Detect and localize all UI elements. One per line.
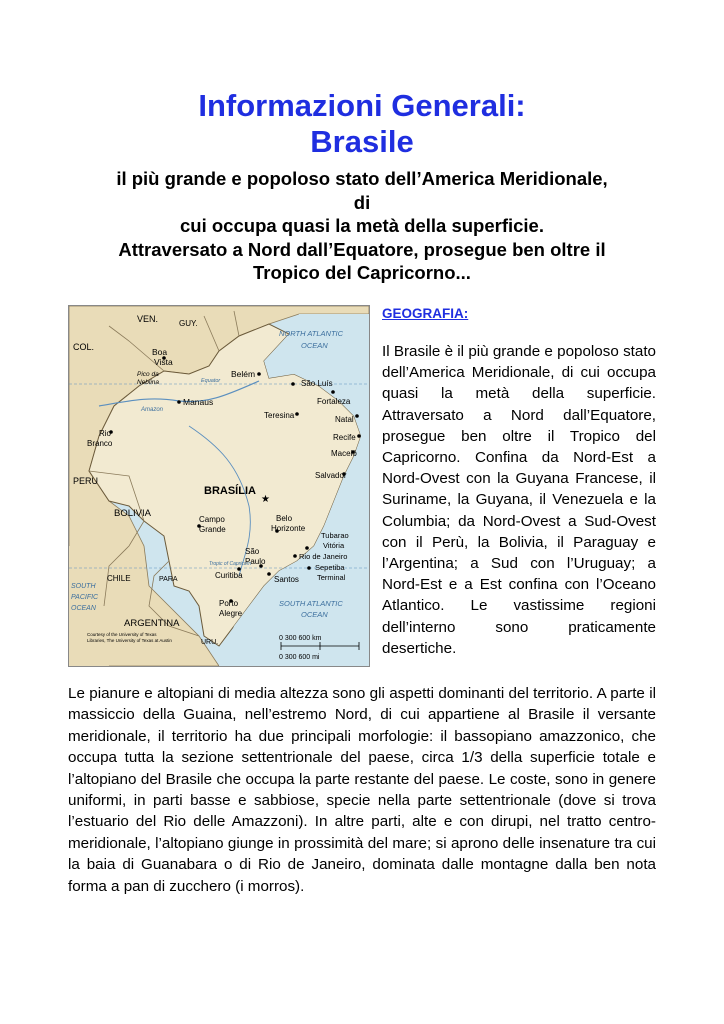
label-belem: Belém bbox=[231, 369, 256, 379]
label-pico-2: Neblina bbox=[137, 379, 160, 386]
label-rio-de-janeiro: Rio de Janeiro bbox=[299, 552, 348, 561]
label-capital: BRASÍLIA bbox=[204, 485, 256, 497]
label-porto-alegre-2: Alegre bbox=[219, 609, 243, 618]
label-south-atlantic-1: SOUTH ATLANTIC bbox=[279, 599, 343, 608]
label-sao-paulo-2: Paulo bbox=[245, 557, 266, 566]
label-uru: URU. bbox=[201, 639, 219, 646]
label-sepetiba-2: Terminal bbox=[317, 573, 346, 582]
scale-km: 0 300 600 km bbox=[279, 635, 322, 642]
label-south-pacific-1: SOUTH bbox=[71, 583, 96, 590]
label-para: PARA bbox=[159, 576, 178, 583]
label-col: COL. bbox=[73, 342, 95, 352]
map-credit-1: Courtesy of the University of Texas bbox=[87, 632, 157, 637]
label-belo-horizonte-2: Horizonte bbox=[271, 524, 306, 533]
label-manaus: Manaus bbox=[183, 397, 214, 407]
label-porto-alegre-1: Porto bbox=[219, 599, 239, 608]
label-tropic: Tropic of Capricorn bbox=[209, 561, 252, 567]
subtitle-line-3: cui occupa quasi la metà della superficie. bbox=[180, 215, 544, 236]
label-rio-branco-2: Branco bbox=[87, 439, 113, 448]
label-south-atlantic-2: OCEAN bbox=[301, 610, 328, 619]
subtitle-line-5: Tropico del Capricorno... bbox=[253, 262, 471, 283]
page-subtitle bbox=[40, 167, 684, 285]
label-rio-branco-1: Rio bbox=[99, 429, 112, 438]
label-natal: Natal bbox=[335, 415, 354, 424]
label-chile: CHILE bbox=[107, 574, 131, 583]
brazil-map-graphic bbox=[69, 306, 369, 666]
label-amazon: Amazon bbox=[141, 407, 164, 413]
geografia-heading: GEOGRAFIA: bbox=[382, 306, 469, 321]
body-paragraph: Le pianure e altopiani di media altezza sono gli aspetti dominanti del territorio. A parte il massiccio della Guaina, nell’estremo Nord, di cui appartiene al Brasile il versante meridionale, il territorio ha due principali morfologie: il bassopiano amazzonico, che occupa tutta la sezione settentrionale del paese, circa 1/3 della superficie totale e l’altopiano del Brasile che occupa la parte restante del paese. Le coste, sono in genere uniformi, in parti basse e sabbiose, specie nella parte settentrionale (dove si trova l’estuario del Rio delle Amazzoni). In altre parti, alte e con dirupi, nel tratto centro-meridionale, l’altopiano giunge in prossimità del mare; si aprono delle insenature tra cui la baia di Guanabara o di Rio de Janeiro, dominata dalle montagne dalla ben nota forma a pan di zucchero (i morros). bbox=[68, 685, 656, 895]
label-sao-paulo-1: São bbox=[245, 547, 260, 556]
subtitle-line-1: il più grande e popoloso stato dell’America Meridionale, bbox=[116, 168, 608, 189]
capital-star-icon: ★ bbox=[261, 494, 270, 505]
label-equator: Equator bbox=[201, 378, 221, 384]
page-title bbox=[0, 88, 724, 160]
label-tubarao-2: Vitória bbox=[323, 541, 345, 550]
label-curitiba: Curitiba bbox=[215, 571, 243, 580]
label-sepetiba-1: Sepetiba bbox=[315, 563, 345, 572]
label-north-atlantic-1: NORTH ATLANTIC bbox=[279, 329, 344, 338]
title-line-1: Informazioni Generali: bbox=[198, 88, 526, 123]
label-maceio: Maceió bbox=[331, 449, 357, 458]
label-guy: GUY. bbox=[179, 319, 198, 328]
label-sao-luis: São Luís bbox=[301, 379, 333, 388]
label-santos: Santos bbox=[274, 575, 299, 584]
subtitle-line-4: Attraversato a Nord dall’Equatore, prosegue ben oltre il bbox=[118, 238, 606, 260]
label-peru: PERU bbox=[73, 476, 99, 486]
subtitle-line-2: di bbox=[353, 191, 371, 213]
scale-mi: 0 300 600 mi bbox=[279, 654, 320, 661]
label-belo-horizonte-1: Belo bbox=[276, 514, 293, 523]
label-recife: Recife bbox=[333, 433, 356, 442]
label-campo-grande-2: Grande bbox=[199, 525, 226, 534]
label-north-atlantic-2: OCEAN bbox=[301, 341, 328, 350]
map-credit-2: Libraries, The University of Texas at Austin bbox=[87, 638, 172, 643]
title-line-2: Brasile bbox=[310, 124, 414, 159]
label-tubarao-1: Tubarao bbox=[321, 531, 349, 540]
label-south-pacific-3: OCEAN bbox=[71, 605, 96, 612]
label-campo-grande-1: Campo bbox=[199, 515, 225, 524]
label-ven: VEN. bbox=[137, 314, 159, 324]
label-boa-vista-2: Vista bbox=[154, 357, 173, 367]
brazil-map bbox=[68, 305, 370, 667]
label-argentina: ARGENTINA bbox=[124, 618, 180, 629]
geografia-paragraph: Il Brasile è il più grande e popoloso stato dell’America Meridionale, di cui occupa quasi la metà della superficie. Attraversato a Nord dall’Equatore, prosegue ben oltre il Tropico del Capricorno. Confina da Nord-Est a Nord-Ovest con la Guyana Francese, il Suriname, la Guyana, il Venezuela e la Columbia; da Nord-Ovest a Sud-Ovest con il Perù, la Bolivia, il Paraguay e l’Argentina; a Sud con l’Uruguay; a Nord-Est e a Est confina con l’Oceano Atlantico. Le vastissime regioni dell’interno sono praticamente desertiche. bbox=[382, 343, 656, 657]
label-boa-vista-1: Boa bbox=[152, 347, 168, 357]
label-south-pacific-2: PACIFIC bbox=[71, 594, 99, 601]
label-bolivia: BOLIVIA bbox=[114, 508, 151, 519]
label-pico-1: Pico da bbox=[137, 371, 159, 378]
label-teresina: Teresina bbox=[264, 411, 295, 420]
label-salvador: Salvador bbox=[315, 471, 347, 480]
label-fortaleza: Fortaleza bbox=[317, 397, 351, 406]
